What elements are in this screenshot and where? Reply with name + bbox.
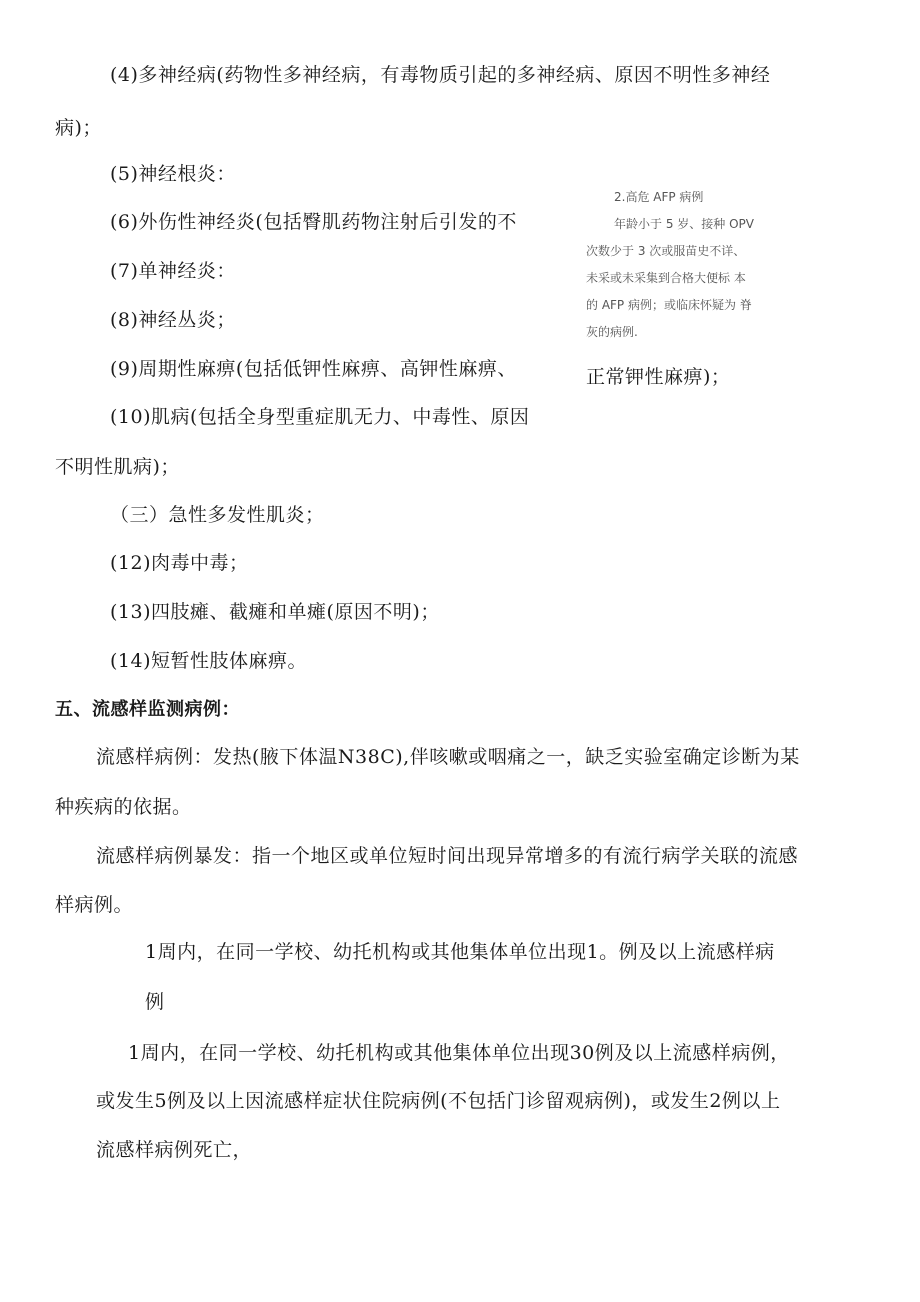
side-note-high-risk-afp — [586, 184, 776, 346]
section-heading: 五、流感样监测病例： — [55, 699, 240, 720]
note-line: 的 AFP 病例；或临床怀疑为 脊 — [586, 298, 752, 312]
list-item-9: (9)周期性麻痹(包括低钾性麻痹、高钾性麻痹、 — [110, 358, 517, 380]
definition-outbreak: 流感样病例暴发：指一个地区或单位短时间出现异常增多的有流行病学关联的流感 — [96, 845, 799, 867]
criterion-2: 1周内，在同一学校、幼托机构或其他集体单位出现30例及以上流感样病例， — [128, 1042, 790, 1064]
criterion-1: 1周内，在同一学校、幼托机构或其他集体单位出现1。例及以上流感样病 — [145, 941, 775, 963]
note-line: 未采或未采集到合格大便标 本 — [586, 271, 746, 285]
note-line: 次数少于 3 次或服苗史不详、 — [586, 244, 746, 258]
list-item-4: (4)多神经病(药物性多神经病，有毒物质引起的多神经病、原因不明性多神经 — [110, 64, 771, 86]
list-item-14: (14)短暂性肢体麻痹。 — [110, 650, 308, 672]
note-line: 灰的病例. — [586, 325, 638, 339]
definition-outbreak-cont: 样病例。 — [55, 894, 134, 916]
list-item-11: （三）急性多发性肌炎； — [110, 504, 325, 526]
list-item-6: (6)外伤性神经炎(包括臀肌药物注射后引发的不 — [110, 211, 517, 233]
note-line: 年龄小于 5 岁、接种 OPV — [614, 217, 754, 231]
definition-ili: 流感样病例：发热(腋下体温N38C),伴咳嗽或咽痛之一，缺乏实验室确定诊断为某 — [96, 746, 800, 768]
list-item-12: (12)肉毒中毒； — [110, 552, 249, 574]
list-item-8: (8)神经丛炎； — [110, 309, 236, 331]
note-title: 2.高危 AFP 病例 — [614, 190, 704, 204]
list-item-5: (5)神经根炎： — [110, 163, 236, 185]
list-item-4-cont: 病)； — [55, 117, 102, 139]
list-item-7: (7)单神经炎： — [110, 260, 236, 282]
list-item-13: (13)四肢瘫、截瘫和单瘫(原因不明)； — [110, 601, 440, 623]
definition-ili-cont: 种疾病的依据。 — [55, 796, 192, 818]
list-item-10: (10)肌病(包括全身型重症肌无力、中毒性、原因 — [110, 406, 530, 428]
criterion-1-cont: 例 — [145, 991, 165, 1013]
list-item-9-cont: 正常钾性麻痹)； — [586, 366, 731, 388]
criterion-2-cont: 或发生5例及以上因流感样症状住院病例(不包括门诊留观病例)，或发生2例以上 — [96, 1090, 781, 1112]
list-item-10-cont: 不明性肌病)； — [55, 456, 180, 478]
criterion-2-cont2: 流感样病例死亡， — [96, 1139, 253, 1161]
